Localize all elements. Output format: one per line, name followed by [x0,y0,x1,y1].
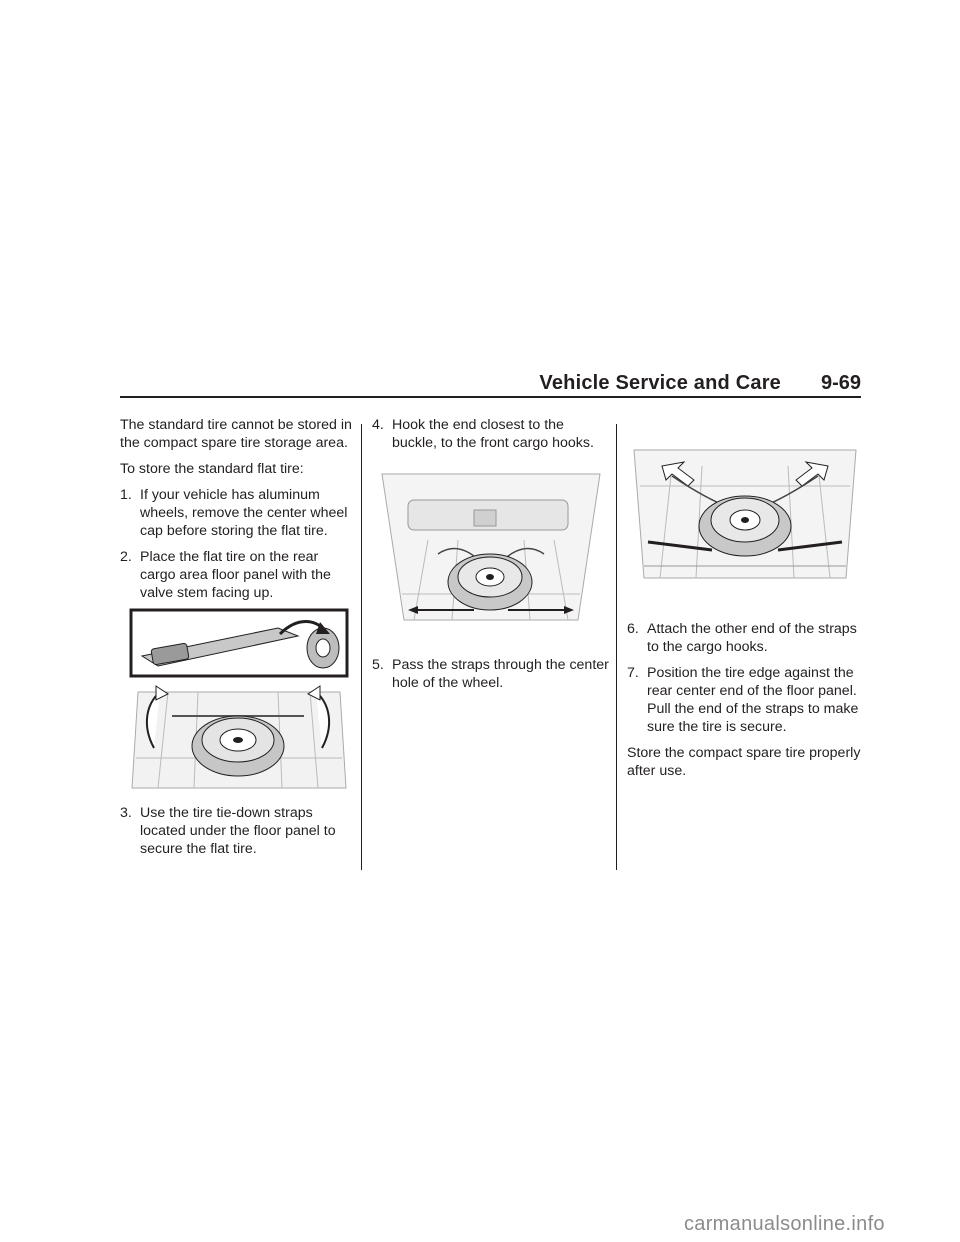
paragraph: The standard tire cannot be stored in the compact spare tire storage area. [120,417,352,451]
step-number: 7. [627,665,639,681]
column-2 [372,416,612,460]
step-text: Attach the other end of the straps to the cargo hooks. [647,621,857,655]
paragraph: Store the compact spare tire properly after use. [627,745,861,779]
step-number: 1. [120,487,132,503]
step-text: If your vehicle has aluminum wheels, remove the center wheel cap before storing the flat tire. [140,487,348,539]
step-text: Place the flat tire on the rear cargo area floor panel with the valve stem facing up. [140,549,331,601]
page-number: 9-69 [820,372,861,394]
step-item [120,486,355,540]
column-divider-right [616,424,617,870]
step-number: 2. [120,549,132,565]
step-text: Pass the straps through the center hole of the wheel. [392,657,609,691]
cargo-hooks-illustration [632,446,858,582]
column-1 [120,416,355,610]
column-1-continued [120,804,355,866]
watermark: carmanualsonline.info [684,1213,885,1235]
header-rule [120,396,861,398]
step-item [120,548,355,602]
step-number: 3. [120,805,132,821]
figure-flat-tire-storage [128,608,350,792]
step-number: 5. [372,657,384,673]
front-hooks-illustration [378,470,604,636]
figure-cargo-hooks [632,446,858,582]
step-number: 4. [372,417,384,433]
step-item [627,620,862,656]
column-3 [627,620,862,788]
figure-front-hooks [378,470,604,636]
step-item [627,664,862,736]
column-2-continued [372,656,612,700]
flat-tire-illustration [128,608,350,792]
step-item [372,416,612,452]
step-number: 6. [627,621,639,637]
section-title: Vehicle Service and Care [539,372,781,394]
step-text: Position the tire edge against the rear center end of the floor panel. Pull the end of the straps to make sure the tire is secure. [647,665,859,735]
step-text: Use the tire tie-down straps located under the floor panel to secure the flat tire. [140,805,336,857]
page-header [120,372,861,396]
column-divider-left [361,424,362,870]
paragraph: To store the standard flat tire: [120,461,304,477]
step-item [372,656,612,692]
step-item [120,804,355,858]
step-text: Hook the end closest to the buckle, to the front cargo hooks. [392,417,594,451]
